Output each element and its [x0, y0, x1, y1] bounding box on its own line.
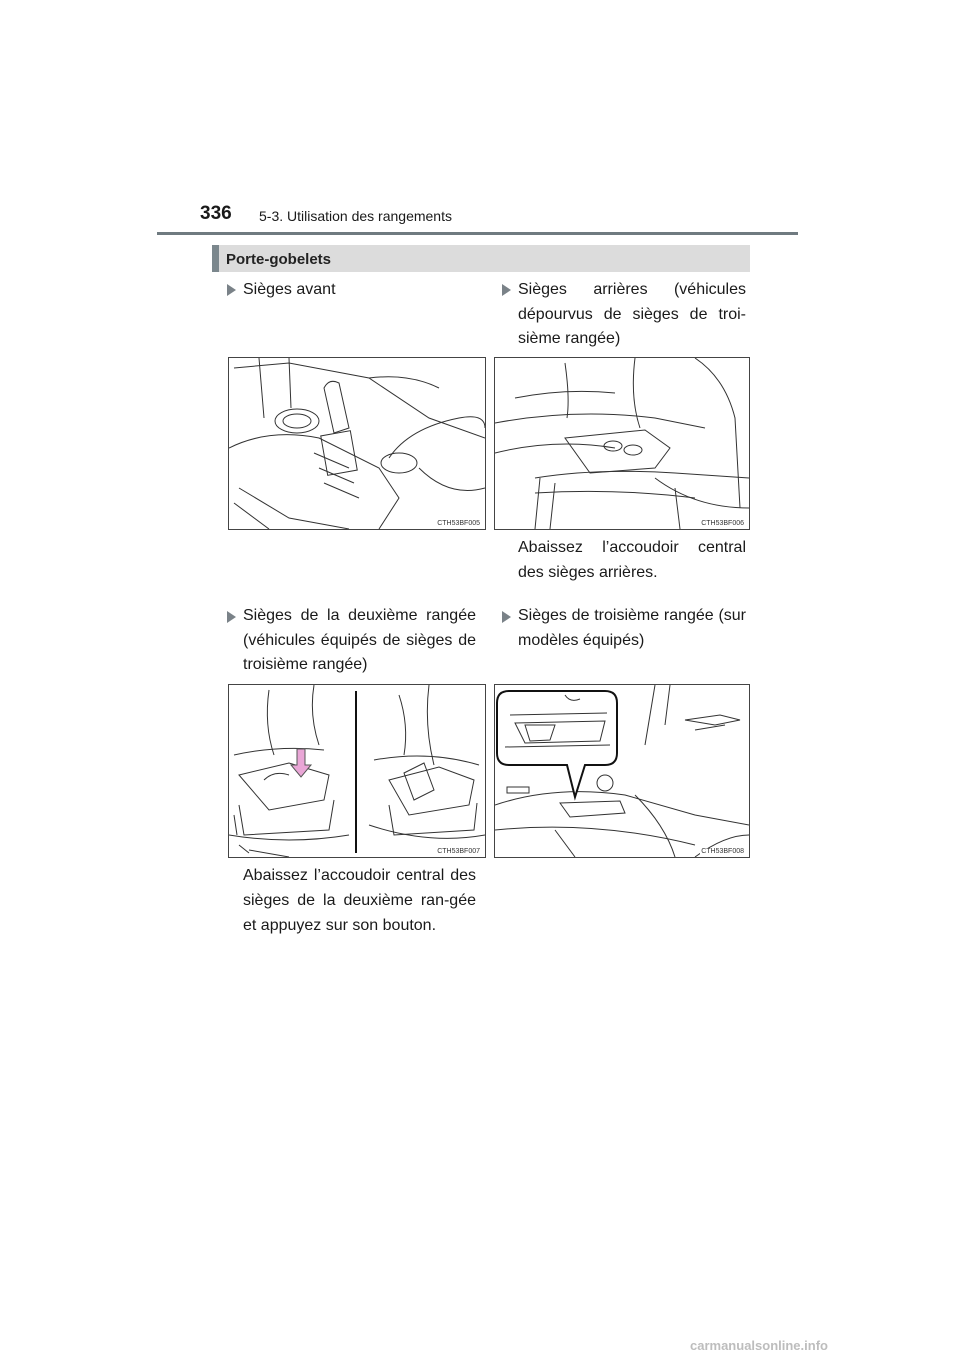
bullet-triangle-icon — [502, 611, 511, 623]
item-title-rear: Sièges arrières (véhicules dépourvus de sièges de troi-sième rangée) — [518, 281, 746, 347]
item-title-second-row: Sièges de la deuxième rangée (véhicules équipés de sièges de troisième rangée) — [243, 607, 476, 673]
bullet-triangle-icon — [227, 611, 236, 623]
item-title-front: Sièges avant — [243, 281, 336, 298]
second-row-armrest-illustration — [229, 685, 485, 857]
section-title: 5-3. Utilisation des rangements — [259, 208, 452, 224]
section-heading: Porte-gobelets — [226, 251, 332, 268]
bullet-triangle-icon — [227, 284, 236, 296]
figure-front-cupholder — [228, 357, 486, 530]
rear-armrest-illustration — [495, 358, 749, 529]
figure-code: CTH53BF007 — [437, 848, 480, 855]
caption-rear: Abaissez l’accoudoir central des sièges arrières. — [518, 539, 746, 581]
figure-code: CTH53BF005 — [437, 520, 480, 527]
zoom-callout — [497, 691, 617, 797]
header-rule — [157, 232, 798, 235]
figure-code: CTH53BF008 — [701, 848, 744, 855]
third-row-cupholder-illustration — [495, 685, 749, 857]
figure-rear-cupholder — [494, 357, 750, 530]
bullet-triangle-icon — [502, 284, 511, 296]
press-arrow-icon — [291, 749, 311, 777]
figure-second-row-cupholder — [228, 684, 486, 858]
figure-code: CTH53BF006 — [701, 520, 744, 527]
front-console-illustration — [229, 358, 485, 529]
caption-second-row: Abaissez l’accoudoir central des sièges de la deuxième ran-gée et appuyez sur son bouton. — [243, 867, 476, 934]
page-number: 336 — [200, 203, 232, 224]
item-title-third-row: Sièges de troisième rangée (sur modèles équipés) — [518, 607, 746, 649]
watermark: carmanualsonline.info — [690, 1338, 828, 1353]
heading-accent — [212, 245, 219, 272]
figure-third-row-cupholder — [494, 684, 750, 858]
